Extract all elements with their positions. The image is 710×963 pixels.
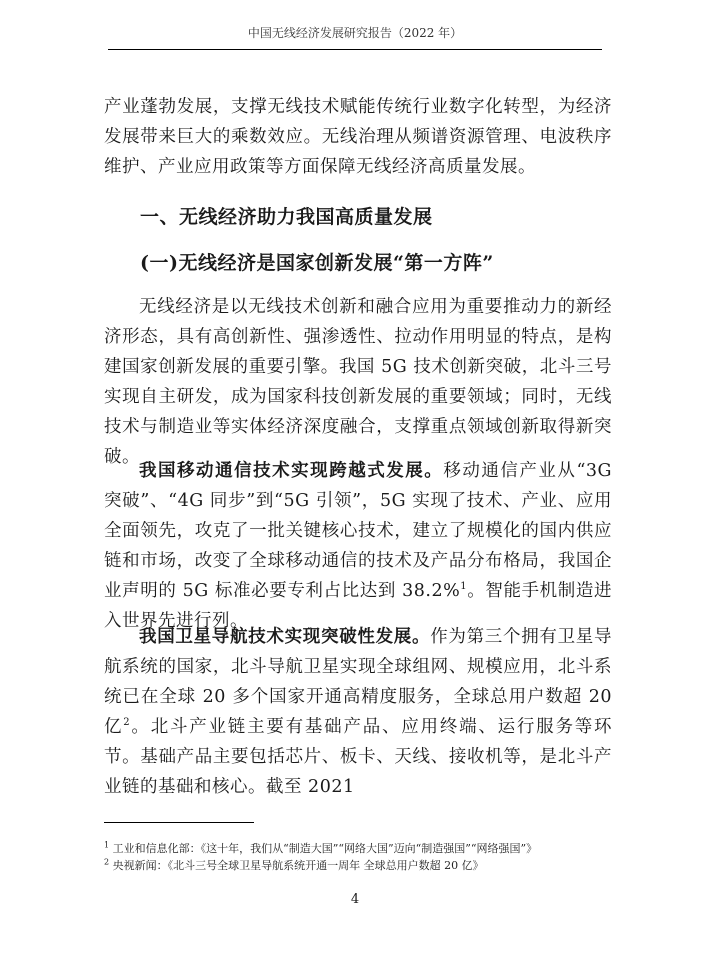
footnote-text: 工业和信息化部：《这十年，我们从“制造大国”“网络大国”迈向“制造强国”“网络强国”》 xyxy=(112,842,538,855)
subsection-heading: (一)无线经济是国家创新发展“第一方阵” xyxy=(140,252,494,274)
paragraph-body: 移动通信产业从“3G 突破”、“4G 同步”到“5G 引领”，5G 实现了技术、产业、应用全面领先，攻克了一批关键核心技术，建立了规模化的国内供应链和市场，改变了全球移动通信的技术及产品分布格局，我国企业声明的 5G 标准必要专利占比达到 38.2% xyxy=(104,461,613,601)
paragraph-tail: 。智能手机制造进入世界先进行列。 xyxy=(104,581,612,631)
paragraph-satellite-navigation xyxy=(104,622,612,802)
footnote-number: 1 xyxy=(104,840,110,850)
footnote-item xyxy=(104,840,612,857)
footnote-text: 央视新闻：《北斗三号全球卫星导航系统开通一周年 全球总用户数超 20 亿》 xyxy=(112,859,484,872)
paragraph-wireless-economy: 无线经济是以无线技术创新和融合应用为重要推动力的新经济形态，具有高创新性、强渗透性、拉动作用明显的特点，是构建国家创新发展的重要引擎。我国 5G 技术创新突破，北斗三号实现自主研发，成为国家科技创新发展的重要领域；同时，无线技术与制造业等实体经济深度融合，支撑重点领域创新取得新突破。 xyxy=(104,297,612,467)
footnote-ref[interactable]: 2 xyxy=(123,717,131,729)
paragraph-body: 作为第三个拥有卫星导航系统的国家，北斗导航卫星实现全球组网、规模应用，北斗系统已在全球 20 多个国家开通高精度服务，全球总用户数超 20 亿 xyxy=(104,627,613,737)
page-number: 4 xyxy=(350,892,360,907)
paragraph-mobile-communication xyxy=(104,456,612,636)
paragraph-lead: 我国卫星导航技术实现突破性发展。 xyxy=(139,627,431,647)
footnote-divider xyxy=(104,822,254,823)
intro-paragraph: 产业蓬勃发展，支撑无线技术赋能传统行业数字化转型，为经济发展带来巨大的乘数效应。无线治理从频谱资源管理、电波秩序维护、产业应用政策等方面保障无线经济高质量发展。 xyxy=(104,97,612,177)
paragraph-lead: 我国移动通信技术实现跨越式发展。 xyxy=(139,461,444,481)
paragraph-tail: 。北斗产业链主要有基础产品、应用终端、运行服务等环节。基础产品主要包括芯片、板卡、天线、接收机等，是北斗产业链的基础和核心。截至 2021 xyxy=(104,717,613,797)
footnote-ref[interactable]: 1 xyxy=(460,581,468,593)
running-header: 中国无线经济发展研究报告（2022 年） xyxy=(108,24,602,50)
footnote-item xyxy=(104,857,612,874)
footnotes xyxy=(104,840,612,874)
footnote-number: 2 xyxy=(104,857,110,867)
section-heading: 一、无线经济助力我国高质量发展 xyxy=(140,206,433,228)
